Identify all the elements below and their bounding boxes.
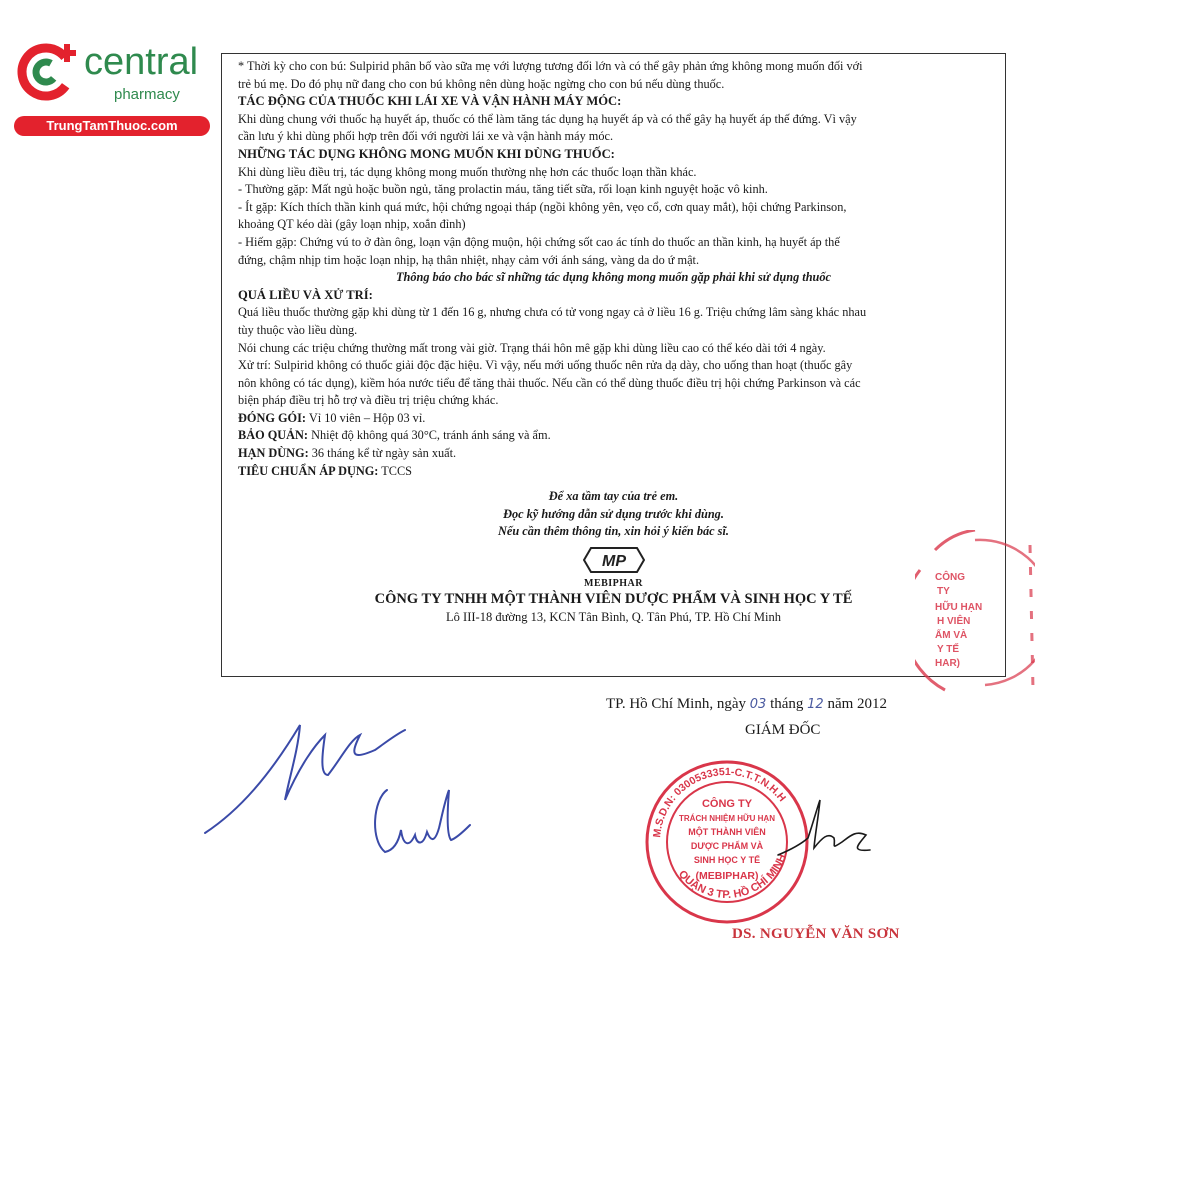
- leaflet-line: - Ít gặp: Kích thích thần kinh quá mức, hội chứng ngoại tháp (ngồi không yên, vẹo cổ, cơn quay mắt), hội chứng Parkinson,: [238, 199, 847, 214]
- svg-text:Y TẾ: Y TẾ: [937, 644, 960, 655]
- storage-line: BẢO QUẢN: Nhiệt độ không quá 30°C, tránh ánh sáng và ẩm.: [238, 428, 551, 443]
- stamp-ring-top: M.S.D.N: 0300533351-C.T.T.N.H.H: [651, 765, 789, 839]
- director-title: GIÁM ĐỐC: [745, 722, 821, 738]
- leaflet-line: biện pháp điều trị hỗ trợ và điều trị triệu chứng khác.: [238, 393, 499, 408]
- watermark-logo: [10, 36, 215, 136]
- date-month-label: tháng: [770, 696, 804, 712]
- date-day: 03: [749, 697, 767, 712]
- date-prefix: TP. Hồ Chí Minh, ngày: [606, 696, 747, 712]
- warning-children: Để xa tầm tay của trẻ em.: [548, 489, 679, 504]
- leaflet-line: - Thường gặp: Mất ngủ hoặc buồn ngủ, tăng prolactin máu, tăng tiết sữa, rối loạn kinh nguyệt hoặc vô kinh.: [238, 182, 768, 197]
- leaflet-line: * Thời kỳ cho con bú: Sulpirid phân bố vào sữa mẹ với lượng tương đối lớn và có thể gây phản ứng không mong muốn đối với: [238, 59, 863, 73]
- svg-text:TY: TY: [937, 586, 950, 597]
- leaflet-line: cần lưu ý khi dùng phối hợp trên đối với người lái xe và vận hành máy móc.: [238, 129, 614, 144]
- company-name: CÔNG TY TNHH MỘT THÀNH VIÊN DƯỢC PHẨM VÀ SINH HỌC Y TẾ: [374, 591, 853, 608]
- standard-line: TIÊU CHUẨN ÁP DỤNG: TCCS: [238, 463, 413, 478]
- leaflet-line: Khi dùng chung với thuốc hạ huyết áp, thuốc có thể làm tăng tác dụng hạ huyết áp và có thể gây hạ huyết áp thế đứng. Vì vậy: [238, 111, 857, 126]
- svg-text:HAR): HAR): [935, 658, 960, 669]
- svg-text:CÔNG: CÔNG: [935, 572, 965, 583]
- leaflet-line: Xử trí: Sulpirid không có thuốc giải độc đặc hiệu. Vì vậy, nếu mới uống thuốc nên rửa dạ dày, cho uống than hoạt (thuốc gây: [238, 358, 853, 373]
- mebiphar-hexagon-icon: [583, 547, 645, 573]
- leaflet-line: Thông báo cho bác sĩ những tác dụng không mong muốn gặp phải khi sử dụng thuốc: [396, 270, 831, 285]
- stamp-line-3: MỘT THÀNH VIÊN: [688, 827, 766, 837]
- svg-text:HỮU HẠN: HỮU HẠN: [935, 602, 983, 613]
- leaflet-line: - Hiếm gặp: Chứng vú to ở đàn ông, loạn vận động muộn, hội chứng sốt cao ác tính do thuốc an thần kinh, hạ huyết áp thế: [238, 234, 840, 249]
- partial-stamp-icon: [915, 530, 1035, 700]
- warning-ask-doctor: Nếu cần thêm thông tin, xin hỏi ý kiến bác sĩ.: [498, 524, 729, 539]
- company-address: Lô III-18 đường 13, KCN Tân Bình, Q. Tân Phú, TP. Hồ Chí Minh: [446, 610, 781, 625]
- brand-name: MEBIPHAR: [584, 578, 643, 590]
- expiry-line: HẠN DÙNG: 36 tháng kể từ ngày sản xuất.: [238, 446, 457, 461]
- logo-site-url: TrungTamThuoc.com: [14, 116, 210, 136]
- leaflet-text: [238, 58, 989, 410]
- section-heading: NHỮNG TÁC DỤNG KHÔNG MONG MUỐN KHI DÙNG THUỐC:: [238, 146, 615, 161]
- packaging-line: ĐÓNG GÓI: Vỉ 10 viên – Hộp 03 vỉ.: [238, 410, 426, 425]
- mebiphar-logo-text: MP: [601, 553, 626, 571]
- warning-read-leaflet: Đọc kỹ hướng dẫn sử dụng trước khi dùng.: [503, 506, 724, 521]
- stamp-line-5: SINH HỌC Y TẾ: [693, 855, 761, 865]
- stamp-line-2: TRÁCH NHIỆM HỮU HẠN: [679, 814, 775, 823]
- stamp-ring-bottom: QUẬN 3 TP. HỒ CHÍ MINH: [675, 852, 789, 902]
- section-heading: TÁC ĐỘNG CỦA THUỐC KHI LÁI XE VÀ VẬN HÀNH MÁY MÓC:: [238, 94, 622, 109]
- mebiphar-logo: [238, 547, 989, 578]
- stamp-line-1: CÔNG TY: [701, 798, 753, 810]
- leaflet-line: tùy thuộc vào liều dùng.: [238, 322, 358, 337]
- leaflet-line: Nói chung các triệu chứng thường mất trong vài giờ. Trạng thái hôn mê gặp khi dùng liều cao có thể kéo dài tới 4 ngày.: [238, 340, 826, 355]
- leaflet-line: đứng, chậm nhịp tim hoặc loạn nhịp, hạ thân nhiệt, nhạy cảm với ánh sáng, vàng da do ứ mật.: [238, 252, 700, 267]
- stamp-line-4: DƯỢC PHẨM VÀ: [690, 841, 764, 851]
- leaflet-line: Quá liều thuốc thường gặp khi dùng từ 1 đến 16 g, nhưng chưa có tử vong ngay cả ở liều 16 g. Triệu chứng lâm sàng khác nhau: [238, 305, 867, 320]
- date-line: [606, 696, 887, 713]
- date-year: năm 2012: [827, 696, 888, 712]
- stamp-line-6: (MEBIPHAR): [695, 870, 759, 882]
- leaflet-line: nôn không có tác dụng), kiềm hóa nước tiểu để tăng thải thuốc. Nếu cần có thể dùng thuốc điều trị hội chứng Parkinson và các: [238, 375, 861, 390]
- central-pharmacy-logo-icon: [10, 36, 90, 116]
- logo-brand-text: central: [84, 41, 199, 83]
- leaflet-line: khoảng QT kéo dài (gây loạn nhịp, xoắn đỉnh): [238, 217, 466, 232]
- signature-2-icon: [365, 780, 475, 860]
- leaflet-box: [221, 53, 1006, 677]
- leaflet-line: trẻ bú mẹ. Do đó phụ nữ đang cho con bú không nên dùng hoặc ngừng cho con bú nếu dùng thuốc.: [238, 76, 725, 91]
- logo-sub-text: pharmacy: [114, 86, 180, 103]
- svg-text:ẨM VÀ: ẨM VÀ: [935, 630, 968, 641]
- svg-text:H VIÊN: H VIÊN: [937, 616, 971, 627]
- section-heading: QUÁ LIỀU VÀ XỬ TRÍ:: [238, 287, 373, 302]
- director-signature-icon: [770, 790, 880, 870]
- leaflet-line: Khi dùng liều điều trị, tác dụng không mong muốn thường nhẹ hơn các thuốc loạn thần khác.: [238, 164, 697, 179]
- date-month: 12: [807, 697, 824, 712]
- signer-name: DS. NGUYỄN VĂN SƠN: [732, 926, 900, 942]
